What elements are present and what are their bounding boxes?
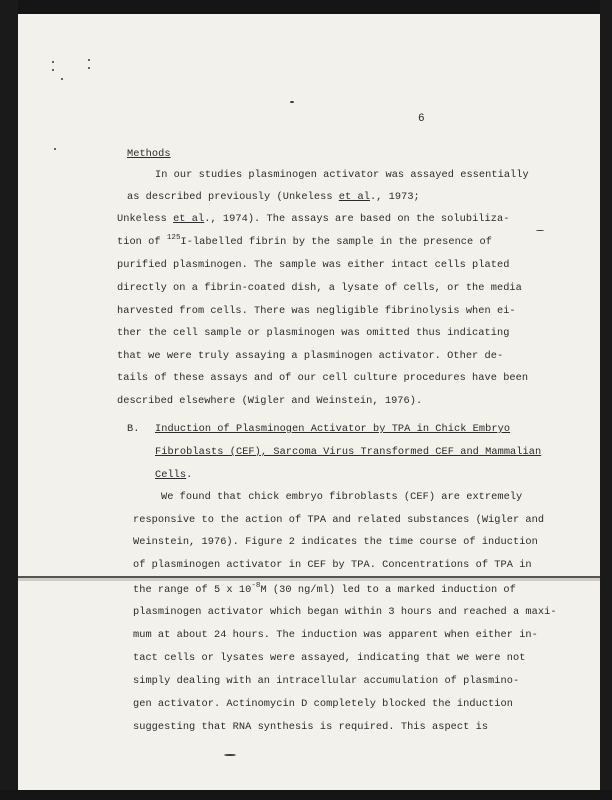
subsection-title-cells: Cells [155, 469, 187, 481]
document-page [18, 14, 600, 790]
subsection-title-end: . [186, 469, 193, 481]
methods-line-11: described elsewhere (Wigler and Weinstein, 1976). [117, 395, 423, 407]
methods-line-6: directly on a fibrin-coated dish, a lysate of cells, or the media [117, 282, 522, 294]
scan-speck [88, 59, 90, 61]
methods-line-3-text: Unkeless [117, 213, 174, 225]
methods-line-5: purified plasminogen. The sample was either intact cells plated [117, 259, 510, 271]
scan-speck [536, 230, 544, 231]
methods-line-4 [117, 236, 492, 248]
subsection-title-line-1: Induction of Plasminogen Activator by TPA in Chick Embryo [155, 423, 511, 435]
methods-line-2-text: as described previously (Unkeless [127, 191, 339, 203]
methods-line-8: ther the cell sample or plasminogen was omitted thus indicating [117, 327, 510, 339]
scan-speck [61, 78, 63, 80]
section-heading-methods: Methods [127, 148, 171, 160]
scan-border-right [600, 0, 612, 800]
induction-line-5-text: the range of 5 x 10 [133, 584, 252, 596]
methods-line-9: that we were truly assaying a plasminogen activator. Other de- [117, 350, 504, 362]
induction-line-7: mum at about 24 hours. The induction was apparent when either in- [133, 629, 538, 641]
induction-line-9: simply dealing with an intracellular accumulation of plasmino- [133, 675, 520, 687]
methods-line-10: tails of these assays and of our cell culture procedures have been [117, 372, 529, 384]
methods-line-7: harvested from cells. There was negligible fibrinolysis when ei- [117, 305, 516, 317]
methods-line-4-end: I-labelled fibrin by the sample in the presence of [180, 236, 492, 248]
induction-line-5 [133, 584, 516, 596]
methods-line-3-end: ., 1974). The assays are based on the solubiliza- [204, 213, 510, 225]
scan-speck [54, 148, 56, 150]
subsection-title-line-3 [155, 469, 192, 481]
methods-line-2 [127, 191, 420, 203]
scan-fold-shadow [18, 578, 600, 581]
scan-speck [224, 754, 236, 756]
scan-border-left [0, 0, 18, 800]
scan-speck [52, 69, 54, 71]
induction-line-5-end: M (30 ng/ml) led to a marked induction of [260, 584, 516, 596]
methods-line-1: In our studies plasminogen activator was assayed essentially [155, 169, 529, 181]
induction-line-6: plasminogen activator which began within 3 hours and reached a maxi- [133, 606, 557, 618]
induction-line-11: suggesting that RNA synthesis is required. This aspect is [133, 721, 489, 733]
methods-line-2-end: ., 1973; [369, 191, 420, 203]
subsection-letter: B. [127, 423, 140, 435]
exponent-superscript: -8 [251, 582, 261, 590]
induction-line-10: gen activator. Actinomycin D completely blocked the induction [133, 698, 513, 710]
et-al-citation-2: et al [173, 213, 205, 225]
et-al-citation-1: et al [338, 191, 370, 203]
induction-line-2: responsive to the action of TPA and related substances (Wigler and [133, 514, 545, 526]
induction-line-1: We found that chick embryo fibroblasts (CEF) are extremely [161, 491, 523, 503]
scan-border-bottom [0, 790, 612, 800]
induction-line-8: tact cells or lysates were assayed, indicating that we were not [133, 652, 526, 664]
induction-line-4: of plasminogen activator in CEF by TPA. Concentrations of TPA in [133, 559, 532, 571]
scan-speck [88, 67, 90, 69]
methods-line-4-text: tion of [117, 236, 167, 248]
scan-speck [290, 101, 294, 103]
scan-border-top [0, 0, 612, 14]
subsection-title-line-2: Fibroblasts (CEF), Sarcoma Virus Transformed CEF and Mammalian [155, 446, 542, 458]
page-number: 6 [418, 113, 425, 125]
isotope-superscript: 125 [166, 234, 181, 242]
induction-line-3: Weinstein, 1976). Figure 2 indicates the time course of induction [133, 536, 538, 548]
methods-line-3 [117, 213, 509, 225]
scan-speck [52, 61, 54, 63]
